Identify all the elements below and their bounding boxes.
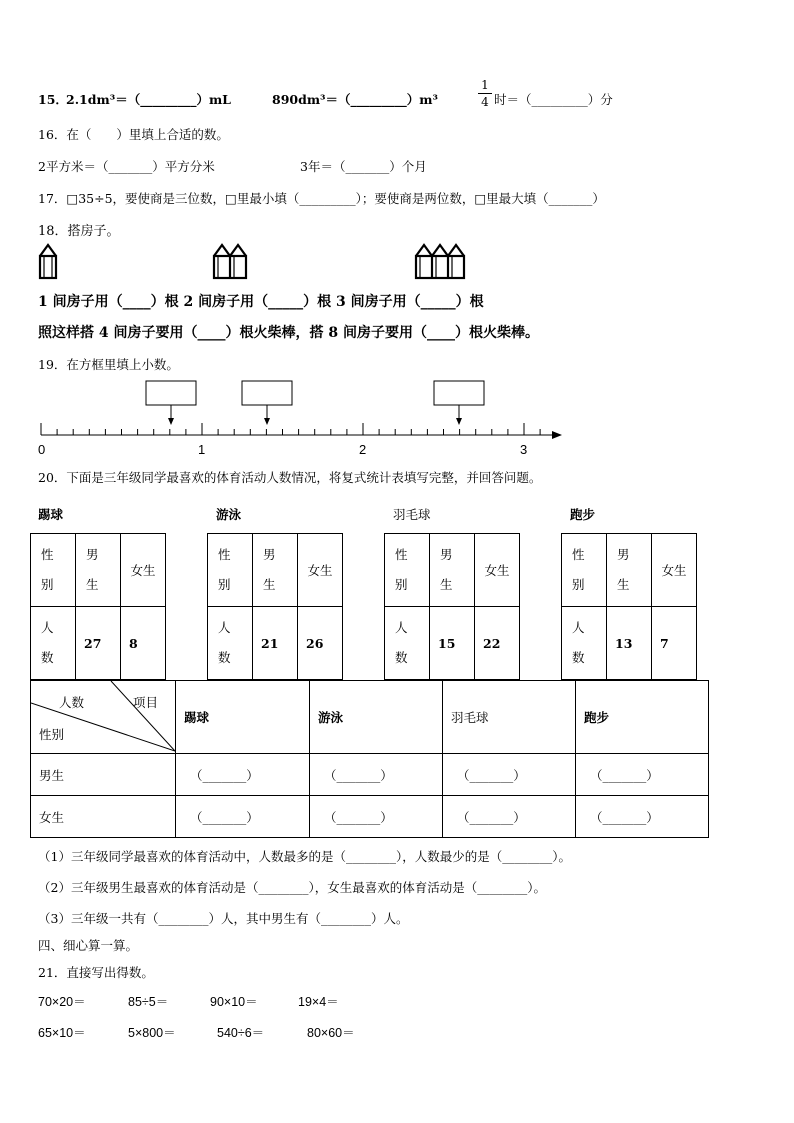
q17-text: 17．□35÷5，要使商是三位数，□里最小填（_________）；要使商是两位数，□里最大填（_______） <box>38 191 605 206</box>
row-label-girls: 女生 <box>31 796 176 838</box>
arrow-right-icon <box>552 431 562 439</box>
house-3-icon <box>416 245 464 278</box>
calc-2: 85÷5＝ <box>128 995 169 1009</box>
row-label-boys: 男生 <box>31 754 176 796</box>
diag-right-label: 项目 <box>133 695 159 710</box>
blank-cell: （_______） <box>443 754 576 796</box>
calc-6: 5×800＝ <box>128 1026 176 1040</box>
col-header-kick: 踢球 <box>176 681 310 754</box>
tick-label-1: 1 <box>198 442 206 457</box>
stat-table-swim: 性 别 男 生 女生 人 数 21 26 <box>207 533 343 680</box>
blank-cell: （_______） <box>443 796 576 838</box>
answer-box-1 <box>146 381 196 405</box>
tick-label-2: 2 <box>359 442 367 457</box>
table-title-kick: 踢球 <box>38 507 64 522</box>
q18-line2: 照这样搭 4 间房子要用（____）根火柴棒，搭 8 间房子要用（____）根火柴棒。 <box>38 325 539 341</box>
match-houses-figure <box>36 242 476 282</box>
q18-title: 18．搭房子。 <box>38 224 120 239</box>
q20-title: 20．下面是三年级同学最喜欢的体育活动人数情况，将复式统计表填写完整，并回答问题。 <box>38 470 542 485</box>
house-2-icon <box>214 245 246 278</box>
q15-part2: 890dm³＝（_________）m³ <box>272 92 438 107</box>
q18-line1: 1 间房子用（____）根 2 间房子用（_____）根 3 间房子用（_____）根 <box>38 294 484 310</box>
stat-table-kick: 性 别 男 生 女生 人 数 27 8 <box>30 533 166 680</box>
swim-girls: 26 <box>298 607 343 680</box>
table-title-run: 跑步 <box>570 507 596 522</box>
badminton-boys: 15 <box>430 607 475 680</box>
calc-8: 80×60＝ <box>307 1026 355 1040</box>
swim-boys: 21 <box>253 607 298 680</box>
q20-sub2: （2）三年级男生最喜欢的体育活动是（________），女生最喜欢的体育活动是（________）。 <box>38 880 546 895</box>
answer-box-3 <box>434 381 484 405</box>
blank-cell: （_______） <box>576 754 709 796</box>
calc-5: 65×10＝ <box>38 1026 86 1040</box>
q16-title: 16．在（ ）里填上合适的数。 <box>38 127 229 142</box>
col-header-swim: 游泳 <box>310 681 443 754</box>
blank-cell: （_______） <box>310 796 443 838</box>
diag-bottom-label: 性别 <box>39 727 65 742</box>
arrow-down-icon <box>168 418 174 425</box>
section4-title: 四、细心算一算。 <box>38 938 139 953</box>
col-header-badminton: 羽毛球 <box>443 681 576 754</box>
q15-fraction <box>478 78 492 109</box>
summary-table <box>30 680 709 838</box>
stat-table-badminton: 性 别 男 生 女生 人 数 15 22 <box>384 533 520 680</box>
col-header-run: 跑步 <box>576 681 709 754</box>
tick-label-0: 0 <box>38 442 46 457</box>
q16-part1: 2平方米＝（_______）平方分米 <box>38 159 215 174</box>
diagonal-header-cell <box>31 681 176 754</box>
run-boys: 13 <box>607 607 652 680</box>
q15-part3: 时＝（_________）分 <box>494 92 613 107</box>
q21-title: 21．直接写出得数。 <box>38 965 154 980</box>
arrow-down-icon <box>456 418 462 425</box>
q20-sub1: （1）三年级同学最喜欢的体育活动中，人数最多的是（________），人数最少的是（________）。 <box>38 849 571 864</box>
stat-table-run: 性 别 男 生 女生 人 数 13 7 <box>561 533 697 680</box>
tick-label-3: 3 <box>520 442 528 457</box>
q19-title: 19．在方框里填上小数。 <box>38 357 179 372</box>
q15-label: 15． <box>38 92 68 107</box>
answer-box-2 <box>242 381 292 405</box>
fraction-numerator: 1 <box>481 78 489 92</box>
blank-cell: （_______） <box>176 796 310 838</box>
q20-sub3: （3）三年级一共有（________）人，其中男生有（________）人。 <box>38 911 409 926</box>
badminton-girls: 22 <box>475 607 520 680</box>
run-girls: 7 <box>652 607 697 680</box>
calc-4: 19×4＝ <box>298 995 339 1009</box>
blank-cell: （_______） <box>176 754 310 796</box>
arrow-down-icon <box>264 418 270 425</box>
calc-7: 540÷6＝ <box>217 1026 265 1040</box>
table-title-badminton: 羽毛球 <box>393 507 431 522</box>
kick-girls: 8 <box>121 607 166 680</box>
calc-3: 90×10＝ <box>210 995 258 1009</box>
fraction-denominator: 4 <box>481 95 489 109</box>
kick-boys: 27 <box>76 607 121 680</box>
number-line <box>30 375 570 460</box>
q16-part2: 3年＝（_______）个月 <box>300 159 427 174</box>
blank-cell: （_______） <box>576 796 709 838</box>
table-title-swim: 游泳 <box>216 507 242 522</box>
calc-1: 70×20＝ <box>38 995 86 1009</box>
blank-cell: （_______） <box>310 754 443 796</box>
diag-top-label: 人数 <box>59 695 85 710</box>
q15-part1: 2.1dm³＝（_________）mL <box>66 92 231 107</box>
house-1-icon <box>40 245 56 278</box>
